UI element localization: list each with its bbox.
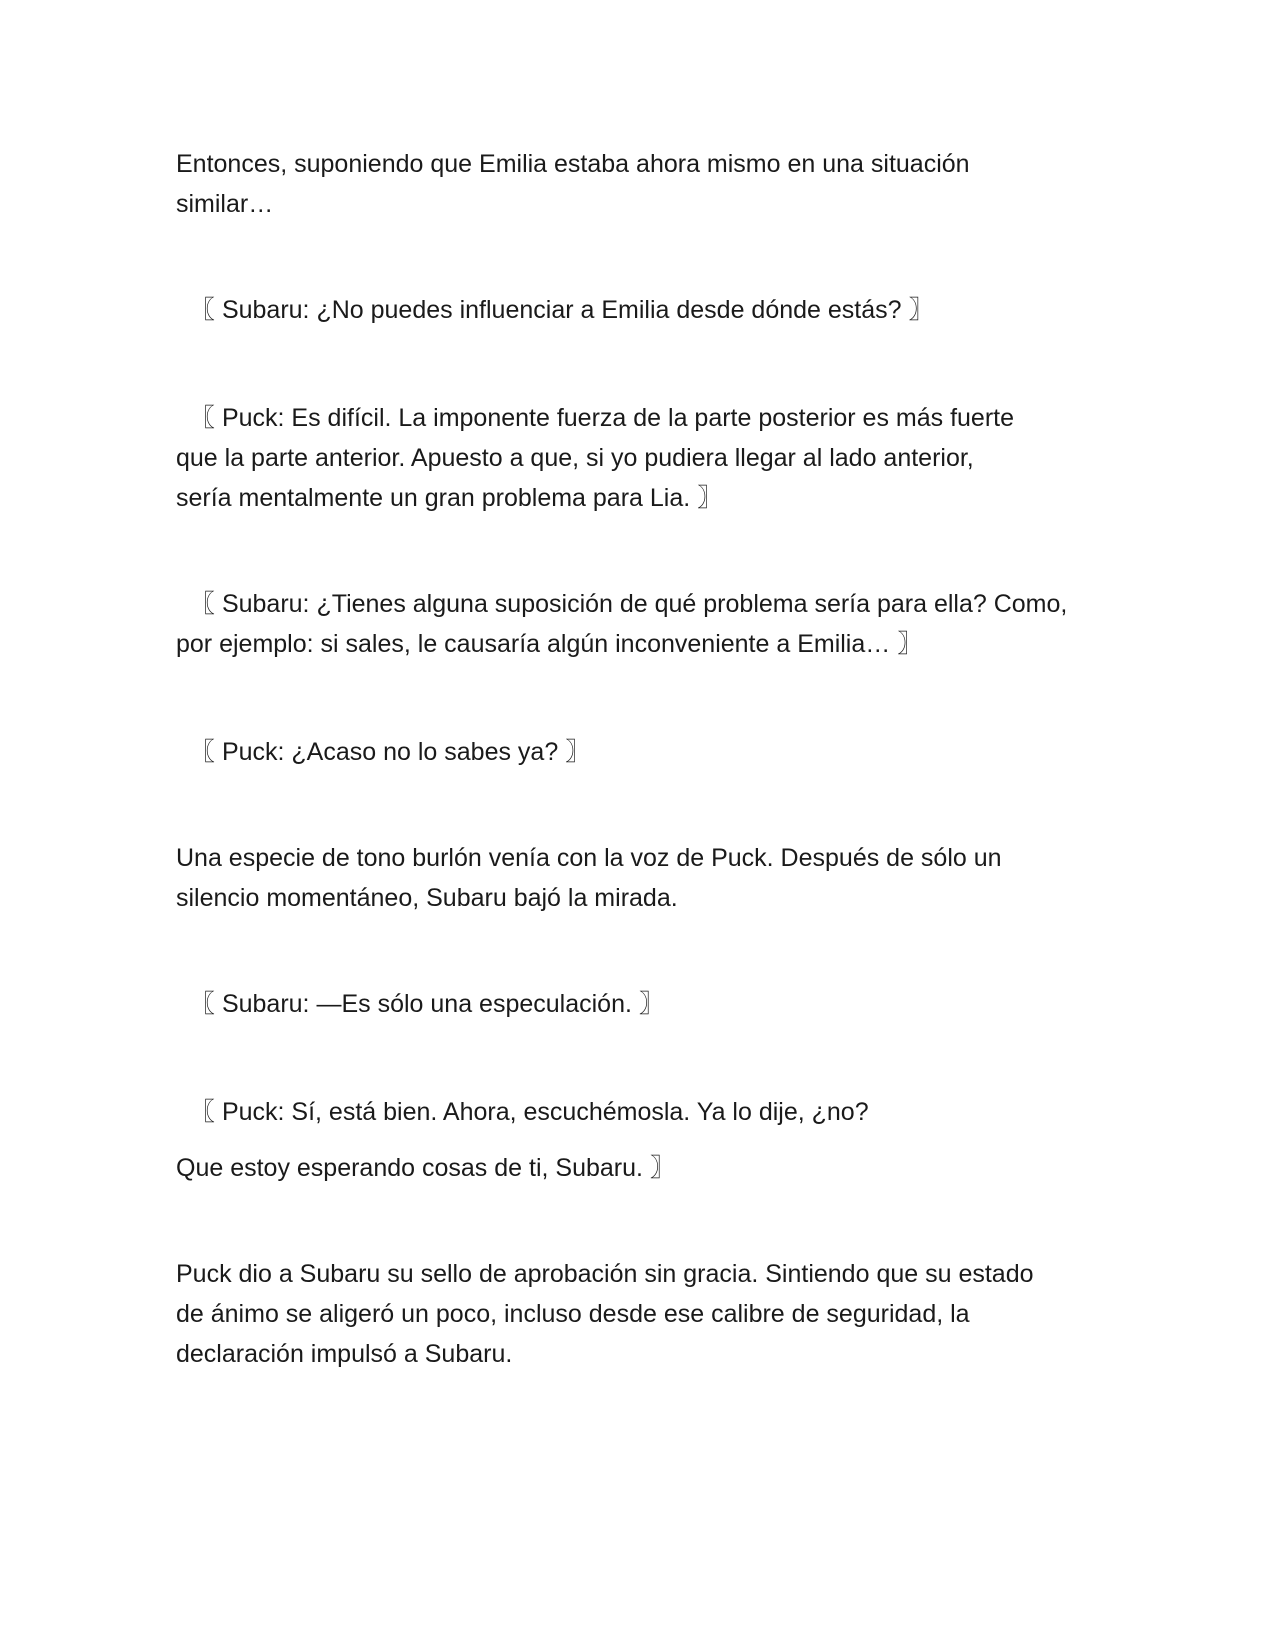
narration-paragraph-1: Entonces, suponiendo que Emilia estaba ahora mismo en una situación similar… <box>176 150 970 218</box>
dialogue-puck-2: 〖 Puck: ¿Acaso no lo sabes ya? 〗 <box>190 738 591 766</box>
dialogue-subaru-2: 〖 Subaru: ¿Tienes alguna suposición de qué problema sería para ella? Como, por ejemplo: si sales, le causaría algún inconveniente a Emilia… 〗 <box>176 590 1068 658</box>
dialogue-puck-1: 〖 Puck: Es difícil. La imponente fuerza de la parte posterior es más fuerte que la parte anterior. Apuesto a que, si yo pudiera llegar al lado anterior, sería mentalmente un gran problema para Lia. 〗 <box>176 404 1015 512</box>
dialogue-puck-3-line-2: Que estoy esperando cosas de ti, Subaru. 〗 <box>176 1154 675 1182</box>
narration-paragraph-2: Una especie de tono burlón venía con la voz de Puck. Después de sólo un silencio momentáneo, Subaru bajó la mirada. <box>176 844 1002 912</box>
dialogue-subaru-3: 〖 Subaru: —Es sólo una especulación. 〗 <box>190 990 664 1018</box>
narration-paragraph-3: Puck dio a Subaru su sello de aprobación sin gracia. Sintiendo que su estado de ánimo se aligeró un poco, incluso desde ese calibre de seguridad, la declaración impulsó a Subaru. <box>176 1260 1034 1368</box>
dialogue-puck-3-line-1: 〖 Puck: Sí, está bien. Ahora, escuchémosla. Ya lo dije, ¿no? <box>190 1098 869 1126</box>
dialogue-subaru-1: 〖 Subaru: ¿No puedes influenciar a Emilia desde dónde estás? 〗 <box>190 296 934 324</box>
